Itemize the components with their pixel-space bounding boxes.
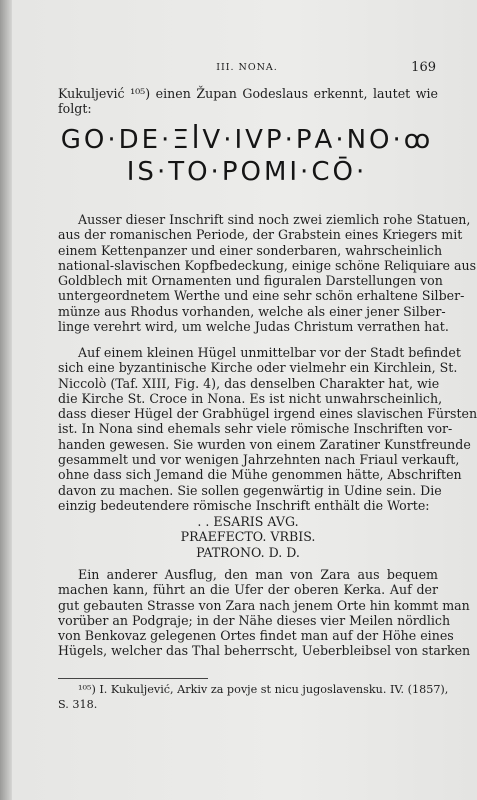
text-line: folgt: bbox=[58, 101, 92, 117]
text-line: von Benkovaz gelegenen Ortes findet man auf der Höhe eines bbox=[58, 628, 454, 644]
footnote bbox=[58, 682, 449, 712]
text-line: gesammelt und vor wenigen Jahrzehnten nach Friaul verkauft, bbox=[58, 452, 460, 468]
footnote-line: S. 318. bbox=[58, 698, 98, 711]
roman-inscription bbox=[58, 514, 438, 560]
text-line: machen kann, führt an die Ufer der oberen Kerka. Auf der bbox=[58, 582, 438, 598]
text-line: münze aus Rhodus vorhanden, welche als einer jener Silber- bbox=[58, 303, 446, 319]
footnote-divider bbox=[58, 678, 208, 679]
text-line: einzig bedeutendere römische Inschrift enthält die Worte: bbox=[58, 497, 430, 513]
text-line: sich eine byzantinische Kirche oder vielmehr ein Kirchlein, St. bbox=[58, 360, 458, 376]
page-header bbox=[58, 62, 436, 78]
text-line: vorüber an Podgraje; in der Nähe dieses vier Meilen nördlich bbox=[58, 612, 451, 628]
text-line: ohne dass sich Jemand die Mühe genommen hätte, Abschriften bbox=[58, 467, 462, 483]
paragraph-3 bbox=[58, 567, 471, 659]
text-line: national-slavischen Kopfbedeckung, einige schöne Reliquiare aus bbox=[58, 257, 477, 273]
running-head: III. NONA. bbox=[216, 62, 278, 73]
text-line: die Kirche St. Croce in Nona. Es ist nicht unwahrscheinlich, bbox=[58, 390, 443, 406]
text-line: untergeordnetem Werthe und eine sehr schön erhaltene Silber- bbox=[58, 288, 465, 304]
roman-inscription-line: PATRONO. D. D. bbox=[196, 544, 300, 560]
footnote-line: ¹⁰⁵) I. Kukuljević, Arkiv za povje st nicu jugoslavensku. IV. (1857), bbox=[78, 683, 449, 696]
inscription-line: GO·DE·ΞꟾV·ΙVΡ·ΡΑ·ΝΟ·ꝏ bbox=[60, 125, 434, 155]
text-line: davon zu machen. Sie sollen gegenwärtig in Udine sein. Die bbox=[58, 482, 442, 498]
text-line: einem Kettenpanzer und einer sonderbaren, wahrscheinlich bbox=[58, 242, 443, 258]
text-line: Auf einem kleinen Hügel unmittelbar vor der Stadt befindet bbox=[78, 345, 461, 360]
text-line: ist. In Nona sind ehemals sehr viele römische Inschriften vor- bbox=[58, 421, 453, 437]
text-line: Kukuljević ¹⁰⁵) einen Župan Godeslaus erkennt, lautet wie bbox=[58, 86, 438, 101]
text-line: handen gewesen. Sie wurden von einem Zaratiner Kunstfreunde bbox=[58, 436, 471, 452]
page-gutter bbox=[0, 0, 12, 800]
medieval-inscription bbox=[52, 124, 442, 188]
text-line: Goldblech mit Ornamenten und figuralen Darstellungen von bbox=[58, 273, 443, 289]
text-line: gut gebauten Strasse von Zara nach jenem Orte hin kommt man bbox=[58, 597, 470, 613]
text-line: dass dieser Hügel der Grabhügel irgend eines slavischen Fürsten bbox=[58, 406, 477, 422]
text-line: Ein anderer Ausflug, den man von Zara aus bequem bbox=[78, 567, 438, 582]
text-line: Ausser dieser Inschrift sind noch zwei ziemlich rohe Statuen, bbox=[78, 212, 471, 227]
roman-inscription-line: PRAEFECTO. VRBIS. bbox=[180, 529, 316, 545]
text-line: linge verehrt wird, um welche Judas Christum verrathen hat. bbox=[58, 319, 449, 335]
page-number: 169 bbox=[411, 60, 436, 75]
text-line: aus der romanischen Periode, der Grabstein eines Kriegers mit bbox=[58, 227, 463, 243]
paragraph-2 bbox=[58, 345, 477, 513]
roman-inscription-line: . . ESARIS AVG. bbox=[197, 514, 299, 529]
inscription-line: ΙS·ΤΟ·ΡΟΜΙ·CŌ· bbox=[126, 157, 368, 187]
text-line: Hügels, welcher das Thal beherrscht, Ueberbleibsel von starken bbox=[58, 643, 471, 659]
paragraph-1 bbox=[58, 212, 477, 335]
text-line: Niccolò (Taf. XIII, Fig. 4), das denselben Charakter hat, wie bbox=[58, 375, 440, 391]
intro-text bbox=[58, 86, 438, 117]
